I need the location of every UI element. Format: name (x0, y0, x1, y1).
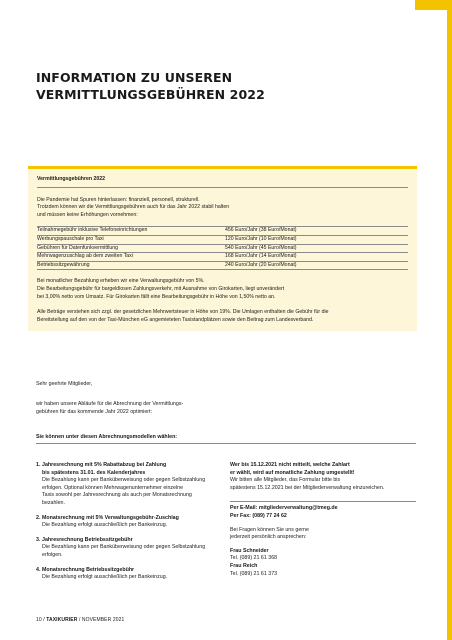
fee-row (37, 236, 408, 245)
info-intro-line: Die Pandemie hat Spuren hinterlassen: finanziell, personell, strukturell. (37, 196, 200, 203)
letter-intro (36, 401, 183, 416)
fee-row (37, 227, 408, 236)
fee-table (37, 226, 408, 270)
payment-fee-paragraph (37, 278, 408, 301)
model-title: Jahresrechnung mit 5% Rabattabzug bei Zahlung (42, 462, 167, 468)
fee-value: 240 Euro/Jahr (20 Euro/Monat) (225, 261, 297, 268)
info-box-heading: Vermittlungsgebühren 2022 (37, 176, 408, 188)
model-desc-line: Die Bezahlung erfolgt ausschließlich per Bankeinzug. (42, 522, 168, 529)
model-desc-line: Die Bezahlung erfolgt ausschließlich per Bankeinzug. (42, 574, 168, 581)
contact-name: Frau Schneider (230, 547, 269, 554)
billing-model-item (36, 567, 222, 582)
model-title: Jahresrechnung Betriebssitzgebühr (42, 536, 133, 543)
submission-note: spätestens 15.12.2021 bei der Mitgliederverwaltung einzureichen. (230, 484, 385, 491)
billing-model-item (36, 537, 222, 560)
salutation: Sehr geehrte Mitglieder, (36, 381, 93, 387)
page-title (36, 69, 416, 103)
info-box-intro (37, 197, 408, 220)
paragraph-line: bei 3,00% netto vom Umsatz. Für Girokarten fällt eine Bearbeitungsgebühr in Höhe von 1,50% netto an. (37, 293, 276, 300)
fee-row (37, 245, 408, 254)
fee-label: Werbungspauschale pro Taxi (37, 235, 104, 242)
page-title-line-2: VERMITTLUNGSGEBÜHREN 2022 (36, 87, 265, 102)
contact-name: Frau Reich (230, 562, 258, 569)
model-number: 3. (36, 536, 41, 543)
model-title: Monatsrechnung mit 5% Verwaltungsgebühr-Zuschlag (42, 514, 179, 521)
fee-label: Mehrwagenzuschlag ab dem zweiten Taxi (37, 253, 133, 260)
model-number: 1. (36, 462, 41, 468)
fax-contact: Per Fax: (089) 77 24 62 (230, 512, 287, 519)
paragraph-line: Bereitstellung auf den von der Taxi-München eG angemieteten Taxistandplätzen sowie den Beitrag zum Landesverband. (37, 316, 314, 323)
model-desc-line: erfolgen. (42, 551, 63, 558)
billing-model-item (36, 515, 222, 530)
model-title: Monatsrechnung Betriebssitzgebühr (42, 566, 135, 573)
issue-date: / NOVEMBER 2021 (78, 617, 125, 623)
questions-note: Bei Fragen können Sie uns gerne (230, 526, 309, 533)
model-desc-line: bezahlen. (42, 499, 65, 506)
fee-value: 120 Euro/Jahr (10 Euro/Monat) (225, 235, 297, 242)
page-edge-stripe (447, 0, 452, 640)
fee-info-box (28, 166, 417, 331)
fee-value: 456 Euro/Jahr (38 Euro/Monat) (225, 227, 297, 234)
paragraph-line: Bei monatlicher Bezahlung erheben wir eine Verwaltungsgebühr von 5%. (37, 278, 205, 285)
deadline-notice: er wählt, wird auf monatliche Zahlung umgestellt! (230, 469, 355, 476)
model-desc-line: Die Bezahlung kann per Banküberweisung oder gegen Selbstzahlung (42, 544, 206, 551)
paragraph-line: Alle Beträge verstehen sich zzgl. der gesetzlichen Mehrwertsteuer in Höhe von 19%. Die Umlagen enthalten die Gebühr für die (37, 309, 329, 316)
page-footer (36, 617, 124, 623)
model-number: 4. (36, 566, 41, 573)
model-desc-line: Taxis sowohl per Jahresrechnung als auch per Monatsrechnung (42, 492, 192, 499)
model-desc-line: Die Bezahlung kann per Banküberweisung oder gegen Selbstzahlung (42, 477, 206, 484)
fee-label: Betriebssitzgewährung (37, 261, 90, 268)
info-intro-line: Trotzdem können wir die Vermittlungsgebühren auch für das Jahr 2022 stabil halten (37, 204, 230, 211)
model-number: 2. (36, 514, 41, 521)
magazine-name: TAXIKURIER (46, 617, 78, 623)
vat-paragraph (37, 309, 408, 324)
info-intro-line: und müssen keine Erhöhungen vornehmen: (37, 211, 138, 218)
page-title-line-1: INFORMATION ZU UNSEREN (36, 70, 233, 85)
fee-value: 540 Euro/Jahr (45 Euro/Monat) (225, 244, 297, 251)
intro-line: wir haben unsere Abläufe für die Abrechnung der Vermittlungs- (36, 401, 184, 407)
submission-note: Wir bitten alle Mitglieder, das Formular bitte bis (230, 477, 341, 484)
questions-note: jederzeit persönlich ansprechen: (230, 534, 307, 541)
fee-value: 168 Euro/Jahr (14 Euro/Monat) (225, 253, 297, 260)
contact-block (230, 501, 416, 578)
fee-row (37, 253, 408, 262)
billing-models-list (36, 462, 222, 582)
deadline-notice: Wer bis 15.12.2021 nicht mitteilt, welche Zahlart (230, 462, 350, 468)
contact-phone: Tel. (089) 21 61 373 (230, 570, 278, 577)
fee-label: Gebühren für Datenfunkvermittlung (37, 244, 119, 251)
intro-line: gebühren für das kommende Jahr 2022 optimiert: (36, 408, 153, 415)
paragraph-line: Die Bearbeitungsgebühr für bargeldlosen Zahlungsverkehr, mit Ausnahme von Girokarten, liegt unverändert (37, 285, 285, 292)
billing-model-item (36, 462, 222, 508)
fee-label: Teilnahmegebühr inklusive Telefoneinrichtungen (37, 227, 148, 234)
submission-info (230, 462, 416, 578)
models-heading: Sie können unter diesen Abrechnungsmodellen wählen: (36, 434, 416, 444)
email-contact: Per E-Mail: mitgliederverwaltung@tmeg.de (230, 505, 338, 512)
fee-row (37, 262, 408, 271)
model-desc-line: erfolgen. Optional können Mehrwagenunternehmer einzelne (42, 484, 184, 491)
model-title: bis spätestens 31.01. des Kalenderjahres (42, 469, 146, 476)
contact-phone: Tel. (089) 21 61 368 (230, 555, 278, 562)
page-number: 10 / (36, 617, 45, 623)
